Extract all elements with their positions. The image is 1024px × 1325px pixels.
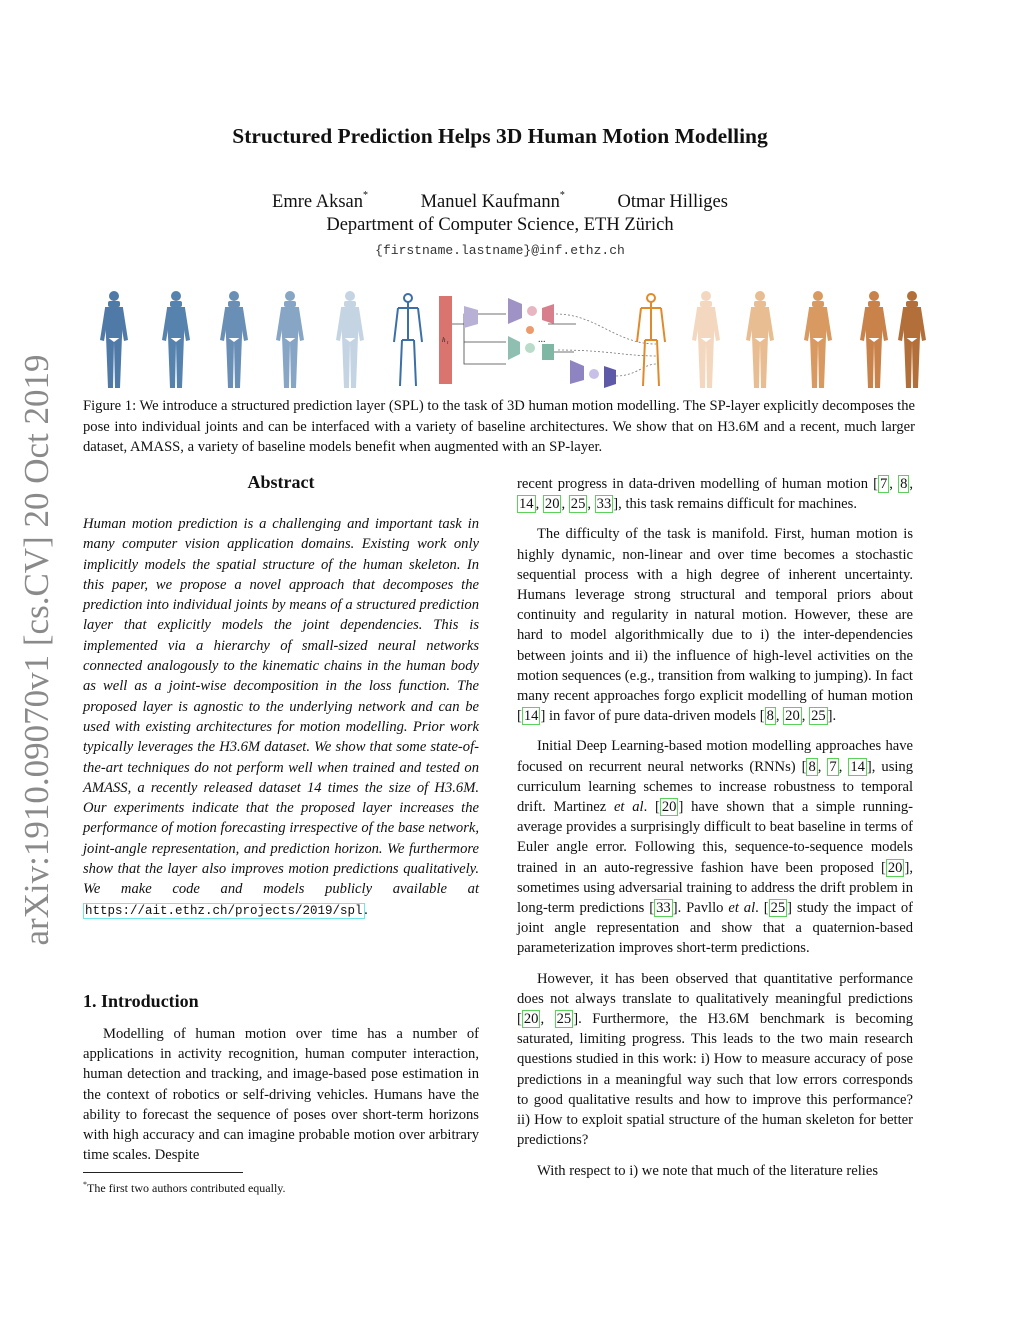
paragraph: However, it has been observed that quantitative performance does not always translate to qualitatively meaningful predictions [ 20 , 25 ]. Furthermore, the H3.6M benchmark is becoming saturated, limiting progress. This leads to the two main research questions studied in this work: i) How to measure accuracy of pose predictions in a meaningful way such that low errors corresponds to good qualitative results and how to improve this performance? ii) How to exploit spatial structure of the human skeleton for better predictions? [517,970,914,1149]
paragraph: The difficulty of the task is manifold. First, human motion is highly dynamic, non-linear and over time becomes a stochastic sequential process with a high degree of inherent uncertainty. Humans leverage strong structural and temporal priors about continuity and regularity in natural motion. However, these are hard to model algorithmically due to i) the inter-dependencies between joints and ii) the influence of high-level activities on the motion sequences (e.g., transition from walking to jumping). In fact many recent approaches forgo explicit modelling of human motion [ 14 ] in favor of pure data-driven models [ 8 , 20 , 25 ]. [517,526,913,725]
citation-link[interactable]: 7 [829,758,837,775]
citation-link[interactable]: 33 [656,900,671,917]
hidden-state-label: h [442,336,446,344]
spl-node [570,360,584,384]
citation-link[interactable]: 20 [785,708,800,725]
spl-node [525,343,535,353]
abstract-heading: Abstract [247,472,315,492]
arxiv-stamp: arXiv:1910.09070v1 [cs.CV] 20 Oct 2019 [17,354,56,946]
spl-node [527,306,537,316]
figure-1 [96,284,926,394]
citation-link[interactable]: 20 [887,859,903,876]
output-body-figures [692,291,926,388]
abstract-text: Human motion prediction is a challenging and important task in many computer vision application domains. Existing work only implicitly models the spatial structure of the human skeleton. In this paper, we propose a novel approach that decomposes the prediction into individual joints by means of a structured prediction layer that explicitly models the joint dependencies. This is implemented via a hierarchy of small-sized neural networks connected analogously to the kinematic chains in the human body as well as a joint-wise decomposition in the loss function. The proposed layer is agnostic to the underlying network and can be used with existing architectures for motion modelling. Prior work typically leverages the H3.6M dataset. We show that some state-of-the-art techniques do not perform well when trained and tested on AMASS, a recently released dataset 14 times the size of H3.6M. Our experiments indicate that the proposed layer increases the performance of motion forecasting irrespective of the base network, joint-angle representation, and prediction horizon. We furthermore show that the layer also improves motion predictions qualitatively. We make code and models publicly available at https://ait.ethz.ch/projects/2019/spl . [83,516,479,918]
citation-link[interactable]: 8 [766,708,774,725]
citation-link[interactable]: 20 [523,1011,539,1028]
citation-link[interactable]: 14 [850,758,865,775]
input-body [162,291,190,388]
input-body [100,291,128,388]
paragraph: recent progress in data-driven modelling of human motion [ 7 , 8 , 14 , 20 , 25 , 33 ], this task remains difficult for machines. [517,476,914,513]
input-body [276,291,304,388]
author: Emre Aksan* [272,190,368,212]
citation-link[interactable]: 20 [661,799,677,816]
email: {firstname.lastname}@inf.ethz.ch [375,243,625,258]
section-heading: 1. Introduction [83,991,199,1011]
paragraph: Modelling of human motion over time has a number of applications in activity recognition, human computer interaction, human detection and tracking, and image-based pose estimation in the context of robotics or self-driving vehicles. Humans have the ability to forecast the sequence of poses over short-term horizons with high accuracy and can imagine probable motion over arbitrary time scales. Despite [83,1026,479,1164]
citation-link[interactable]: 20 [544,496,560,513]
author: Otmar Hilliges [617,192,728,212]
spl-node [542,304,554,324]
output-body [898,291,926,388]
citation-link[interactable]: 8 [808,758,816,775]
spl-network [452,298,656,388]
citation-link[interactable]: 14 [519,496,534,513]
output-skeleton [637,294,665,386]
citation-link[interactable]: 25 [556,1011,572,1028]
footnote: *The first two authors contributed equally. [83,1180,286,1195]
spl-node [604,366,616,388]
output-body [860,291,888,388]
dense-bar [439,296,452,384]
intro-right-column [517,474,913,1191]
figure-caption: Figure 1: We introduce a structured prediction layer (SPL) to the task of 3D human motion modelling. The SP-layer explicitly decomposes the pose into individual joints and can be interfaced with a variety of baseline architectures. We show that on H3.6M and a recent, much larger dataset, AMASS, a variety of baseline models benefit when augmented with an SP-layer. [83,398,915,455]
spl-ellipsis: ... [538,334,546,345]
spl-node [464,306,478,328]
citation-link[interactable]: 14 [523,708,539,725]
author-list [0,192,1000,213]
spl-node [508,336,520,360]
output-body [804,291,832,388]
author: Manuel Kaufmann* [420,190,565,212]
spl-node [526,326,534,334]
citation-link[interactable]: 33 [596,496,612,513]
spl-node [508,298,522,324]
intro-left-column [83,1024,479,1175]
input-body [220,291,248,388]
output-body [746,291,774,388]
paragraph: With respect to i) we note that much of the literature relies [537,1162,879,1179]
affiliation: Department of Computer Science, ETH Zürich [326,215,674,235]
paragraph: Initial Deep Learning-based motion modelling approaches have focused on recurrent neural networks (RNNs) [ 8 , 7 , 14 ], using curriculum learning schemes to increase robustness to temporal drift. Martinez et al. [ 20 ] have shown that a simple running-average provides a surprisingly difficult to beat baseline in terms of Euler angle error. Following this, sequence-to-sequence models trained in an auto-regressive fashion have been proposed [ 20 ], sometimes using adversarial training to address the drift problem in long-term predictions [ 33 ]. Pavllo et al. [ 25 ] study the impact of joint angle representation and show that a quaternion-based parameterization improves short-term predictions. [517,738,914,957]
citation-link[interactable]: 25 [811,708,826,725]
input-body-figures [100,291,364,388]
paper-title: Structured Prediction Helps 3D Human Motion Modelling [232,124,768,148]
citation-link[interactable]: 25 [770,900,786,917]
input-body [336,291,364,388]
citation-link[interactable]: 8 [900,476,908,492]
project-link[interactable]: https://ait.ethz.ch/projects/2019/spl [85,903,363,918]
input-skeleton [394,294,422,386]
spl-node [542,344,554,360]
hidden-state-subscript: t [447,341,449,346]
footnote-rule [83,1172,243,1173]
output-body [692,291,720,388]
spl-node [589,369,599,379]
citation-link[interactable]: 7 [880,476,888,492]
citation-link[interactable]: 25 [570,496,586,513]
